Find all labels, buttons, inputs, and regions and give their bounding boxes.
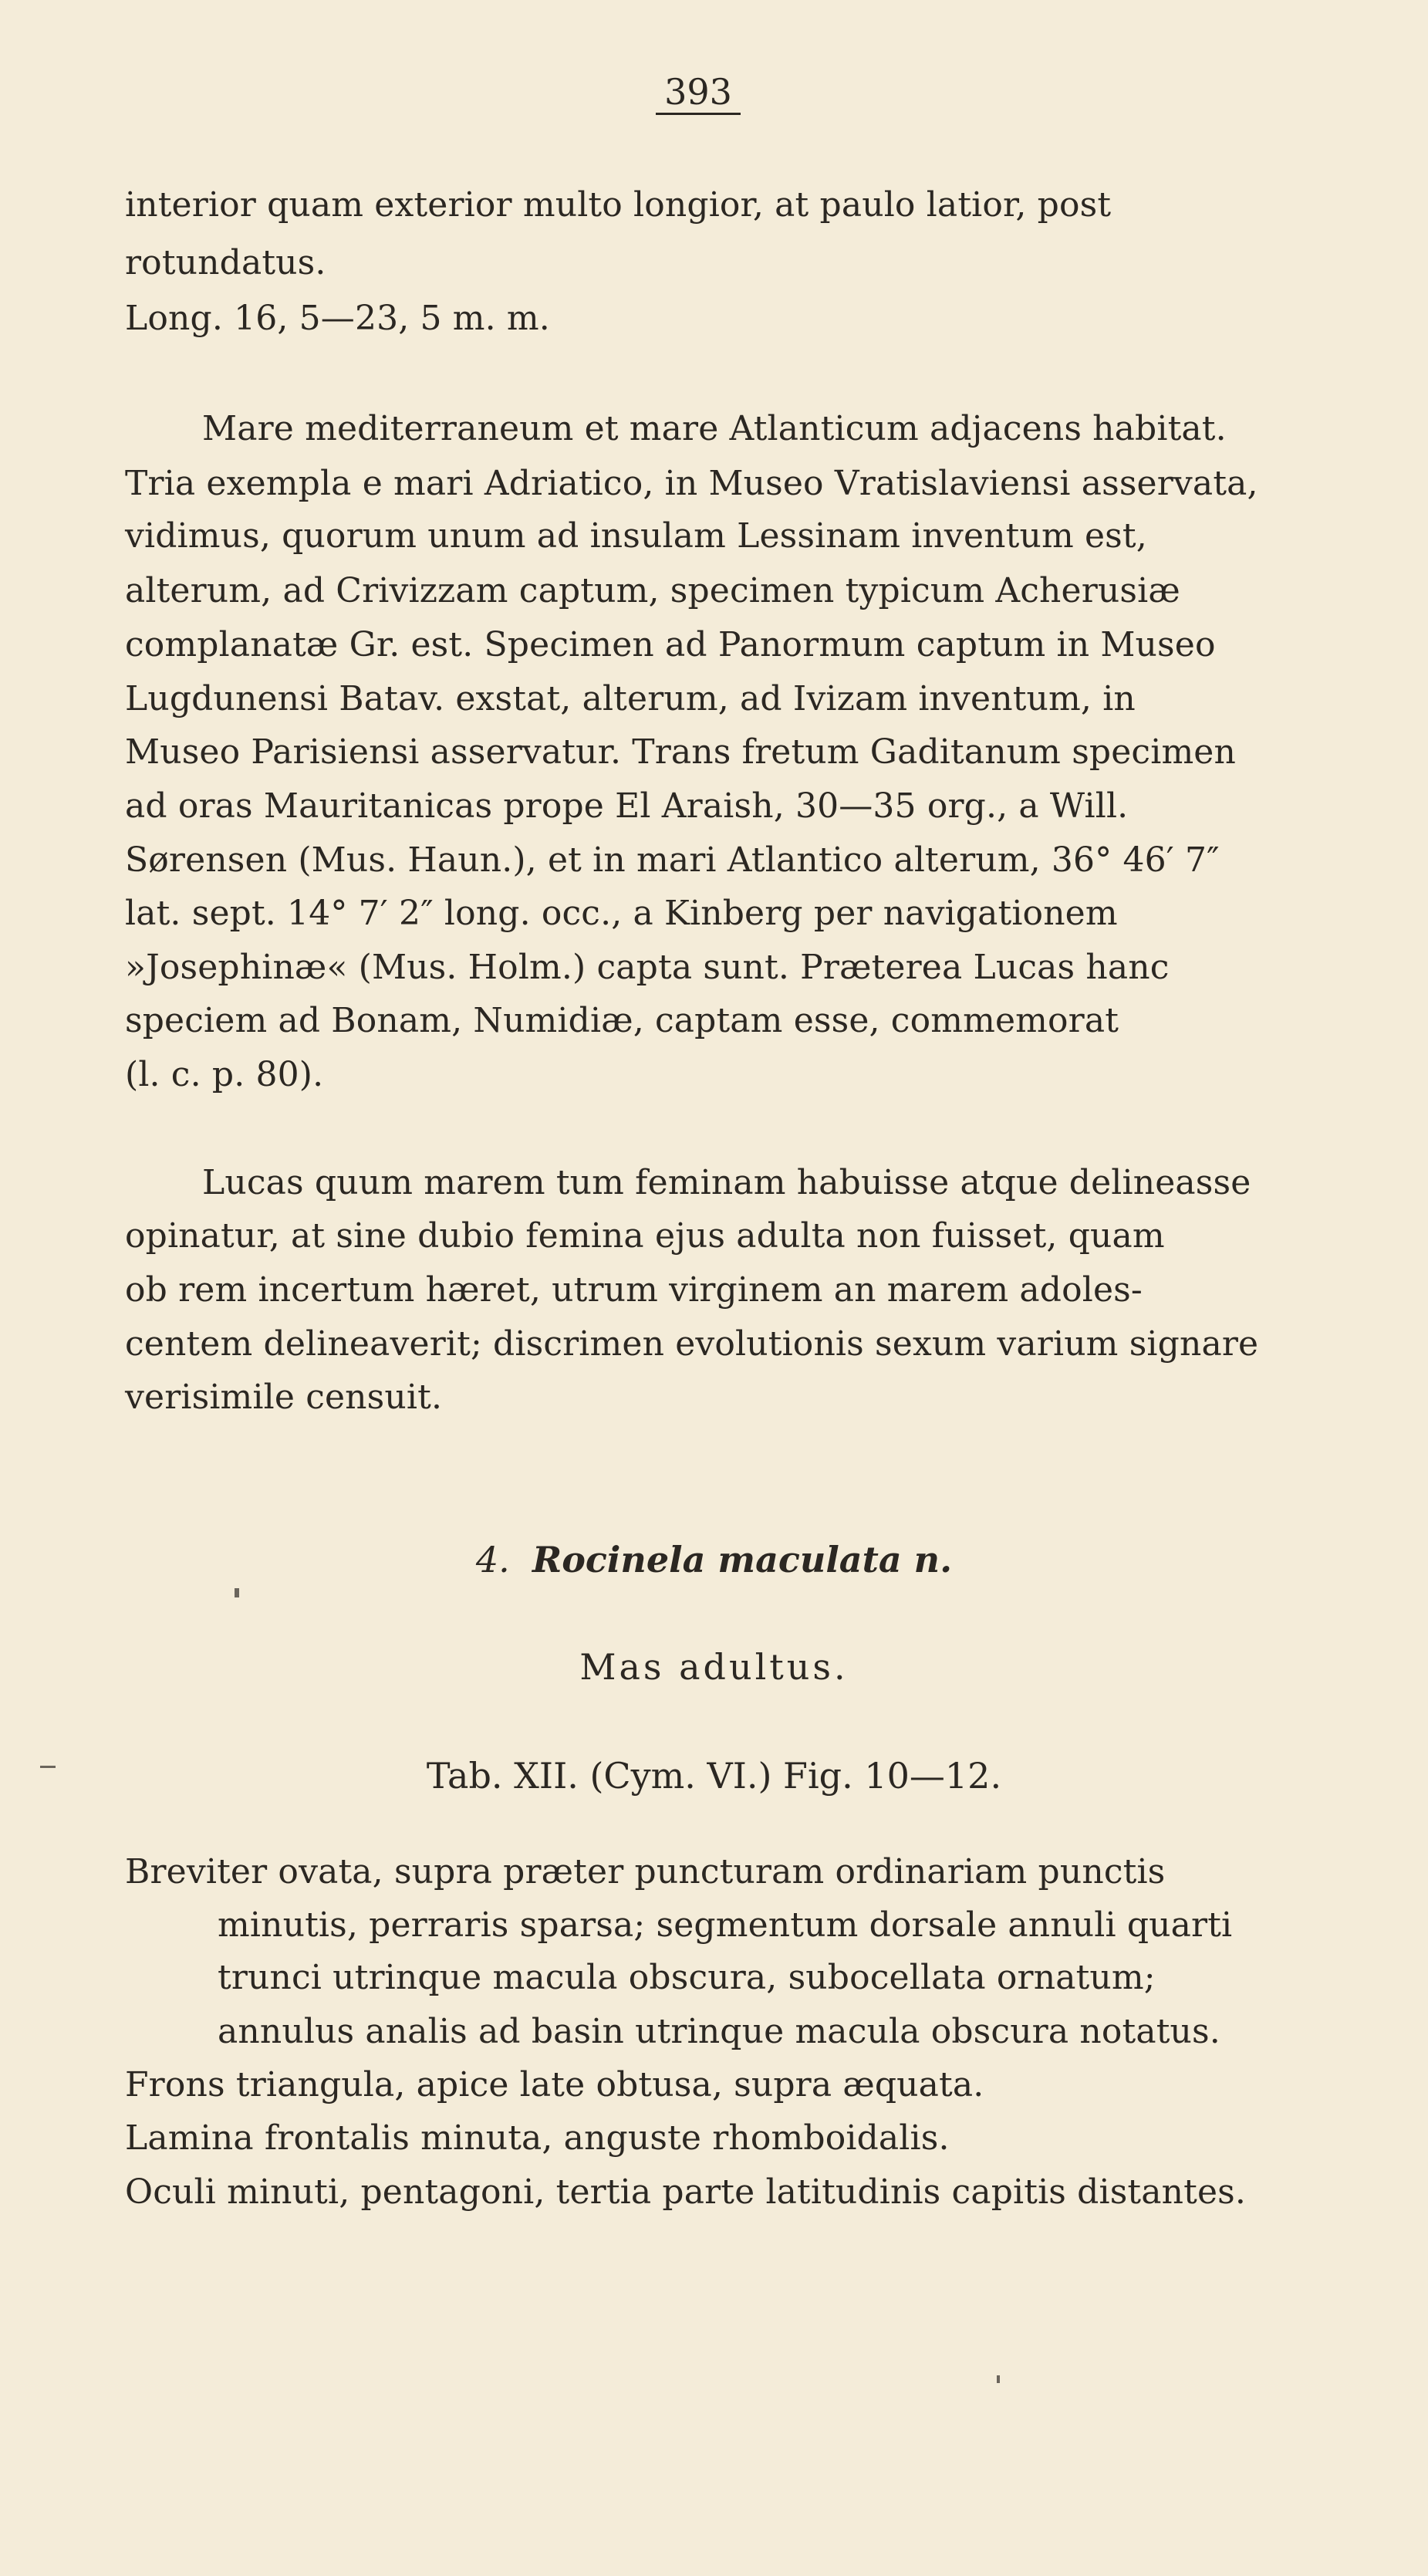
text-line: ob rem incertum hæret, utrum virginem an marem adoles-: [125, 1270, 1143, 1310]
text-line: complanatæ Gr. est. Specimen ad Panormum captum in Museo: [125, 625, 1216, 664]
text-line: centem delineaverit; discrimen evolutionis sexum varium signare: [125, 1324, 1259, 1364]
text-line: minutis, perraris sparsa; segmentum dorsale annuli quarti: [218, 1905, 1233, 1945]
species-name: Rocinela maculata n.: [532, 1539, 953, 1580]
plate-reference: Tab. XII. (Cym. VI.) Fig. 10—12.: [426, 1755, 1002, 1797]
text-line: trunci utrinque macula obscura, subocellata ornatum;: [218, 1958, 1156, 1997]
sex-label: Mas adultus.: [579, 1646, 849, 1688]
text-line: opinatur, at sine dubio femina ejus adulta non fuisset, quam: [125, 1216, 1165, 1256]
print-mark: [997, 2375, 1000, 2383]
text-line: (l. c. p. 80).: [125, 1055, 324, 1094]
text-line: alterum, ad Crivizzam captum, specimen typicum Acherusiæ: [125, 571, 1180, 610]
text-line: vidimus, quorum unum ad insulam Lessinam inventum est,: [125, 516, 1147, 556]
species-heading: [0, 1539, 1428, 1580]
text-line: verisimile censuit.: [125, 1378, 443, 1417]
text-line: speciem ad Bonam, Numidiæ, captam esse, commemorat: [125, 1001, 1119, 1040]
text-line: interior quam exterior multo longior, at paulo latior, post: [125, 185, 1112, 225]
text-line: rotundatus.: [125, 243, 326, 282]
text-line: Sørensen (Mus. Haun.), et in mari Atlantico alterum, 36° 46′ 7″: [125, 840, 1220, 880]
text-line: Oculi minuti, pentagoni, tertia parte latitudinis capitis distantes.: [125, 2172, 1247, 2212]
text-line: annulus analis ad basin utrinque macula obscura notatus.: [218, 2012, 1220, 2051]
text-line: Long. 16, 5—23, 5 m. m.: [125, 299, 550, 338]
print-mark: [235, 1588, 239, 1597]
text-line: Lamina frontalis minuta, anguste rhomboidalis.: [125, 2118, 950, 2158]
text-line: ad oras Mauritanicas prope El Araish, 30—35 org., a Will.: [125, 786, 1129, 826]
page-number: 393: [656, 74, 741, 115]
text-line: Lugdunensi Batav. exstat, alterum, ad Ivizam inventum, in: [125, 679, 1136, 718]
text-line: lat. sept. 14° 7′ 2″ long. occ., a Kinberg per navigationem: [125, 894, 1118, 933]
species-number: 4.: [475, 1539, 510, 1580]
print-mark: [40, 1766, 56, 1768]
text-line: Lucas quum marem tum feminam habuisse atque delineasse: [202, 1163, 1251, 1202]
text-line: Museo Parisiensi asservatur. Trans fretum Gaditanum specimen: [125, 732, 1236, 772]
text-line: Breviter ovata, supra præter puncturam ordinariam punctis: [125, 1852, 1166, 1891]
text-line: Mare mediterraneum et mare Atlanticum adjacens habitat.: [202, 409, 1227, 448]
text-line: »Josephinæ« (Mus. Holm.) capta sunt. Præterea Lucas hanc: [125, 948, 1170, 987]
text-line: Frons triangula, apice late obtusa, supra æquata.: [125, 2065, 984, 2104]
text-line: Tria exempla e mari Adriatico, in Museo Vratislaviensi asservata,: [125, 464, 1258, 503]
